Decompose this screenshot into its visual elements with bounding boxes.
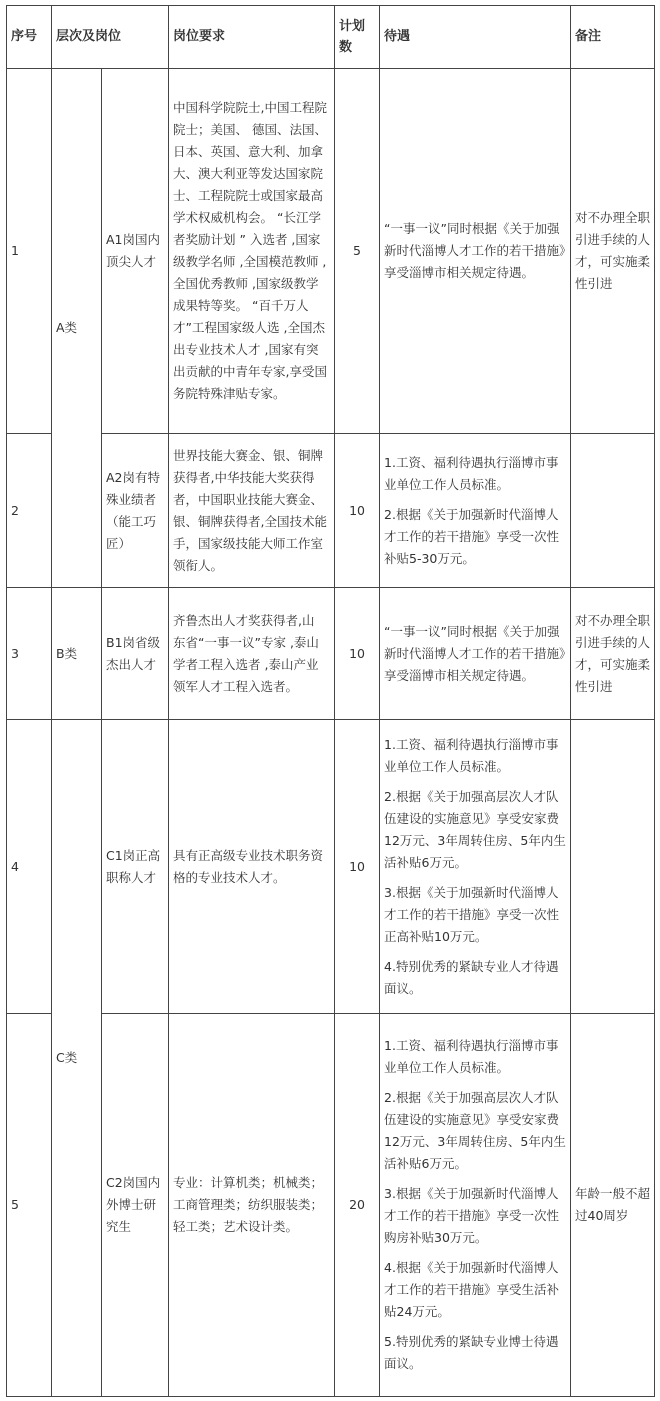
table-row <box>7 434 655 588</box>
treatment-item: 1.工资、福利待遇执行淄博市事业单位工作人员标准。 <box>384 1038 559 1075</box>
post-cell: C2岗国内外博士研究生 <box>102 1014 169 1397</box>
row-number: 3 <box>7 588 52 720</box>
treatment-cell <box>380 720 571 1014</box>
talent-table <box>6 5 655 1397</box>
row-number: 1 <box>7 69 52 434</box>
table-row <box>7 1014 655 1397</box>
plan-cell: 10 <box>335 588 380 720</box>
table-row <box>7 720 655 1014</box>
header-treatment: 待遇 <box>380 6 571 69</box>
note-cell <box>571 720 655 1014</box>
treatment-item: 2.根据《关于加强新时代淄博人才工作的若干措施》享受一次性补贴5-30万元。 <box>384 506 560 566</box>
row-number: 2 <box>7 434 52 588</box>
row-number: 4 <box>7 720 52 1014</box>
row-number: 5 <box>7 1014 52 1397</box>
plan-cell: 10 <box>335 720 380 1014</box>
note-cell: 对不办理全职引进手续的人才，可实施柔性引进 <box>571 69 655 434</box>
treatment-item: “一事一议”同时根据《关于加强新时代淄博人才工作的若干措施》享受淄博市相关规定待遇。 <box>384 623 566 683</box>
table-row <box>7 588 655 720</box>
header-note: 备注 <box>571 6 655 69</box>
category-cell: A类 <box>52 69 102 588</box>
requirement-cell: 世界技能大赛金、银、铜牌获得者,中华技能大奖获得者，中国职业技能大赛金、银、铜牌获得者,全国技术能手，国家级技能大师工作室领衔人。 <box>169 434 335 588</box>
requirement-cell: 齐鲁杰出人才奖获得者,山 东省“一事一议”专家 ,泰山学者工程入选者 ,泰山产业领军人才工程入选者。 <box>169 588 335 720</box>
treatment-item: 1.工资、福利待遇执行淄博市事业单位工作人员标准。 <box>384 736 559 774</box>
requirement-cell: 专业：计算机类；机械类；工商管理类；纺织服装类；轻工类；艺术设计类。 <box>169 1014 335 1397</box>
treatment-item: 4.特别优秀的紧缺专业人才待遇面议。 <box>384 958 559 996</box>
category-cell: C类 <box>52 720 102 1397</box>
treatment-item: “一事一议”同时根据《关于加强新时代淄博人才工作的若干措施》享受淄博市相关规定待遇。 <box>384 221 566 280</box>
header-plan: 计划数 <box>335 6 380 69</box>
treatment-item: 3.根据《关于加强新时代淄博人才工作的若干措施》享受一次性购房补贴30万元。 <box>384 1186 560 1245</box>
treatment-cell <box>380 1014 571 1397</box>
note-cell: 年龄一般不超过40周岁 <box>571 1014 655 1397</box>
plan-cell: 5 <box>335 69 380 434</box>
header-no: 序号 <box>7 6 52 69</box>
treatment-item: 2.根据《关于加强高层次人才队伍建设的实施意见》享受安家费12万元、3年周转住房、5年内生活补贴6万元。 <box>384 788 566 870</box>
category-cell: B类 <box>52 588 102 720</box>
plan-cell: 20 <box>335 1014 380 1397</box>
treatment-cell <box>380 434 571 588</box>
treatment-item: 5.特别优秀的紧缺专业博士待遇面议。 <box>384 1334 559 1371</box>
header-level: 层次及岗位 <box>52 6 169 69</box>
post-cell: C1岗正高职称人才 <box>102 720 169 1014</box>
treatment-cell <box>380 588 571 720</box>
post-cell: A2岗有特殊业绩者（能工巧匠） <box>102 434 169 588</box>
requirement-cell: 中国科学院院士,中国工程院院士；美国、 德国、法国、 日本、英国、意大利、加拿大、澳大利亚等发达国家院士、工程院院士或国家最高学术权威机构会。 “长江学者奖励计划 ” 入选者 ,国家级教学名师 ,全国模范教师 ,全国优秀教师 ,国家级教学成果特等奖。 “百千万人才”工程国家级人选 ,全国杰出专业技术人才 ,国家有突出贡献的中青年专家,享受国务院特殊津贴专家。 <box>169 69 335 434</box>
post-cell: B1岗省级杰出人才 <box>102 588 169 720</box>
treatment-item: 4.根据《关于加强新时代淄博人才工作的若干措施》享受生活补贴24万元。 <box>384 1260 560 1319</box>
header-requirement: 岗位要求 <box>169 6 335 69</box>
treatment-item: 2.根据《关于加强高层次人才队伍建设的实施意见》享受安家费12万元、3年周转住房、5年内生活补贴6万元。 <box>384 1090 566 1171</box>
table-row <box>7 69 655 434</box>
requirement-cell: 具有正高级专业技术职务资格的专业技术人才。 <box>169 720 335 1014</box>
treatment-item: 3.根据《关于加强新时代淄博人才工作的若干措施》享受一次性正高补贴10万元。 <box>384 884 560 944</box>
plan-cell: 10 <box>335 434 380 588</box>
note-cell <box>571 434 655 588</box>
header-row <box>7 6 655 69</box>
post-cell: A1岗国内顶尖人才 <box>102 69 169 434</box>
treatment-cell <box>380 69 571 434</box>
note-cell: 对不办理全职引进手续的人才，可实施柔性引进 <box>571 588 655 720</box>
treatment-item: 1.工资、福利待遇执行淄博市事业单位工作人员标准。 <box>384 454 559 492</box>
